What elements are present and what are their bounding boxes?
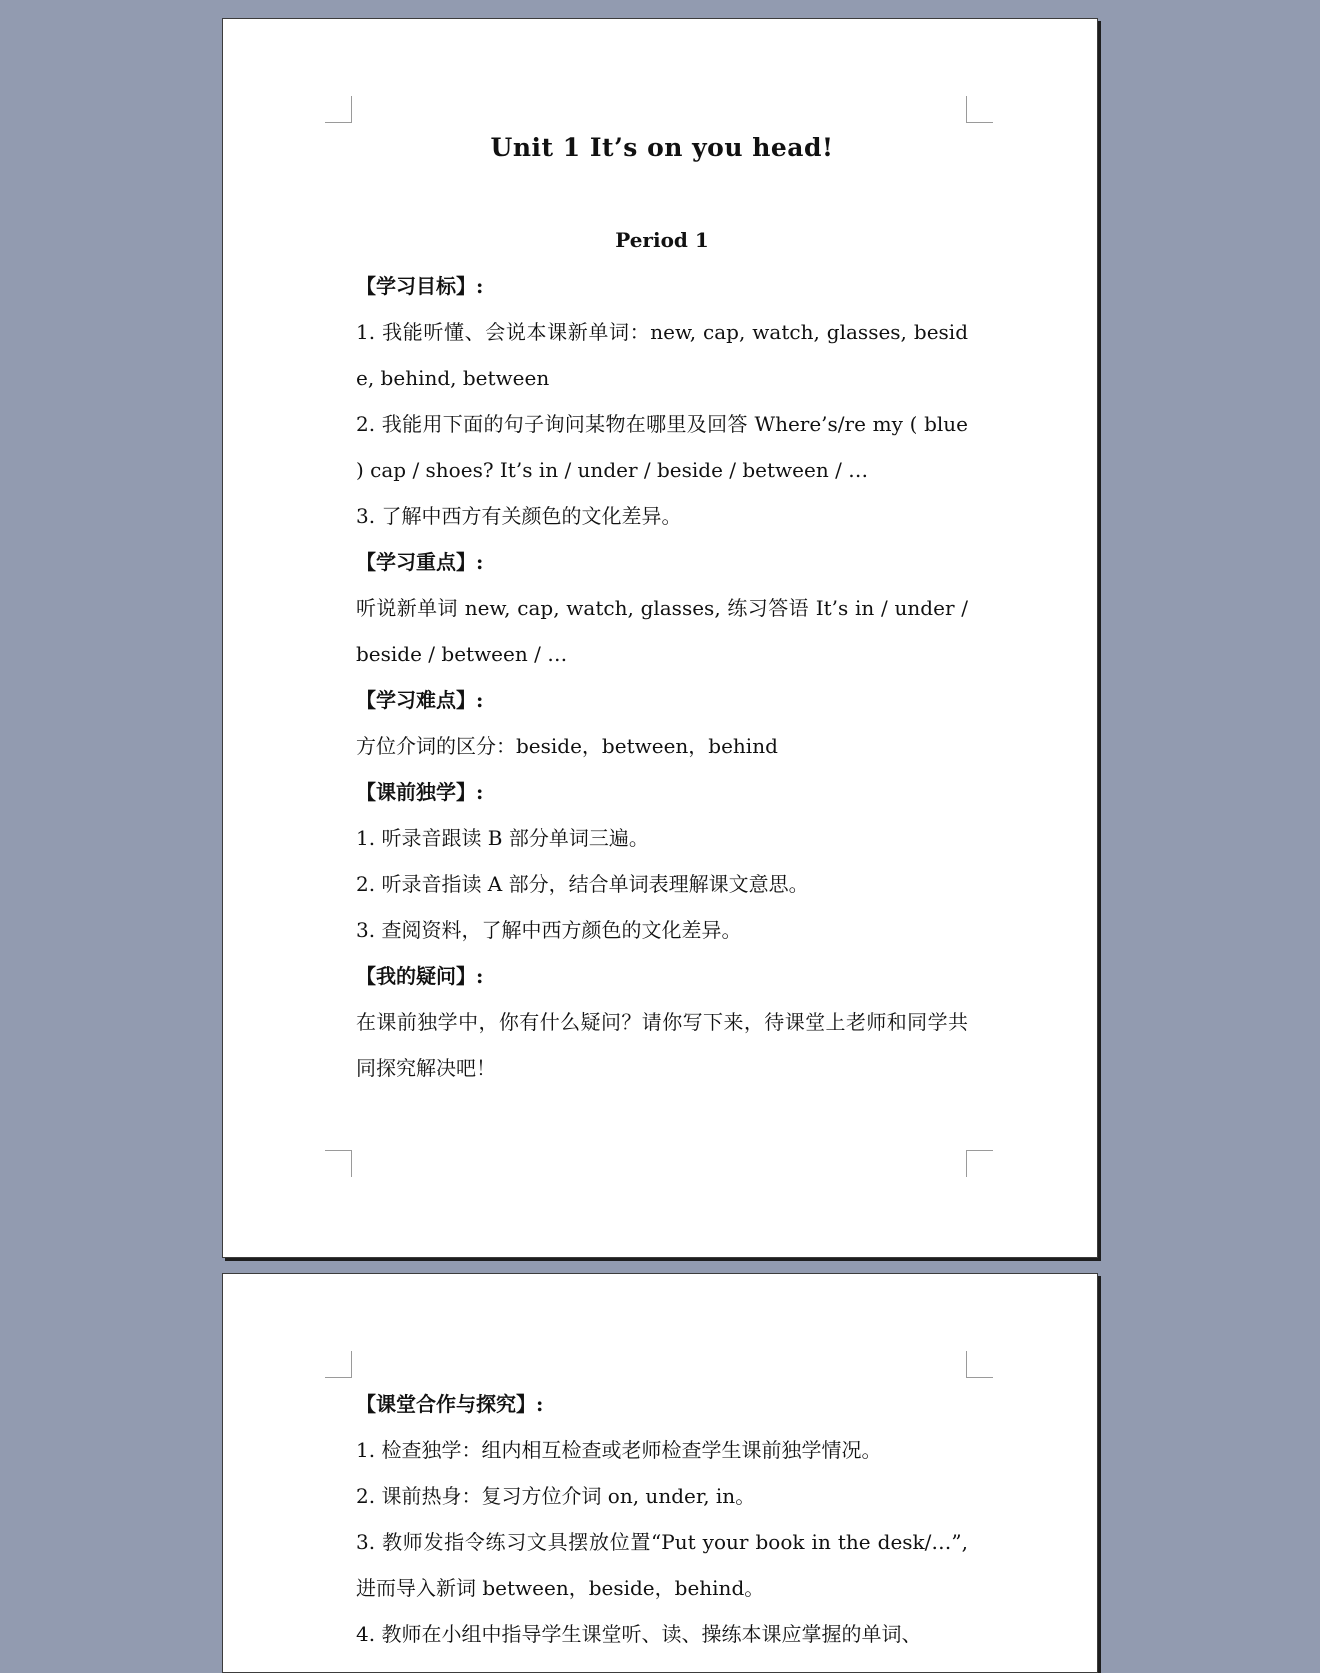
difficulties-text: 方位介词的区分：beside，between，behind bbox=[356, 734, 778, 758]
section-heading-key-points: 【学习重点】: bbox=[356, 550, 484, 574]
section-heading-questions: 【我的疑问】: bbox=[356, 964, 484, 988]
margin-corner-mark bbox=[325, 1351, 352, 1378]
margin-corner-mark bbox=[325, 96, 352, 123]
goals-item-1: 1. 我能听懂、会说本课新单词：new, cap, watch, glasses, beside, behind, between bbox=[356, 320, 968, 390]
document-title: Unit 1 It’s on you head! bbox=[490, 133, 834, 162]
cooperation-item-2: 2. 课前热身：复习方位介词 on, under, in。 bbox=[356, 1484, 756, 1508]
cooperation-item-4: 4. 教师在小组中指导学生课堂听、读、操练本课应掌握的单词、 bbox=[356, 1622, 922, 1646]
section-heading-difficulties: 【学习难点】: bbox=[356, 688, 484, 712]
cooperation-item-3: 3. 教师发指令练习文具摆放位置“Put your book in the desk/…”, 进而导入新词 between，beside，behind。 bbox=[356, 1530, 968, 1600]
key-points-text: 听说新单词 new, cap, watch, glasses, 练习答语 It’s in / under / beside / between / … bbox=[356, 596, 968, 666]
self-study-item-1: 1. 听录音跟读 B 部分单词三遍。 bbox=[356, 826, 649, 850]
section-heading-goals: 【学习目标】: bbox=[356, 274, 484, 298]
margin-corner-mark bbox=[966, 96, 993, 123]
page-2-body bbox=[356, 1381, 968, 1657]
margin-corner-mark bbox=[966, 1351, 993, 1378]
period-heading: Period 1 bbox=[615, 228, 709, 252]
self-study-item-2: 2. 听录音指读 A 部分，结合单词表理解课文意思。 bbox=[356, 872, 809, 896]
goals-item-3: 3. 了解中西方有关颜色的文化差异。 bbox=[356, 504, 682, 528]
margin-corner-mark bbox=[966, 1150, 993, 1177]
document-page-1 bbox=[222, 18, 1098, 1258]
self-study-item-3: 3. 查阅资料，了解中西方颜色的文化差异。 bbox=[356, 918, 742, 942]
questions-text: 在课前独学中，你有什么疑问？请你写下来，待课堂上老师和同学共同探究解决吧！ bbox=[356, 1010, 968, 1080]
document-page-2 bbox=[222, 1273, 1098, 1673]
goals-item-2: 2. 我能用下面的句子询问某物在哪里及回答 Where’s/re my ( blue ) cap / shoes? It’s in / under / beside / between / … bbox=[356, 412, 968, 482]
page-1-body bbox=[356, 125, 968, 1091]
cooperation-item-1: 1. 检查独学：组内相互检查或老师检查学生课前独学情况。 bbox=[356, 1438, 882, 1462]
section-heading-cooperation: 【课堂合作与探究】: bbox=[356, 1392, 544, 1416]
margin-corner-mark bbox=[325, 1150, 352, 1177]
section-heading-self-study: 【课前独学】: bbox=[356, 780, 484, 804]
